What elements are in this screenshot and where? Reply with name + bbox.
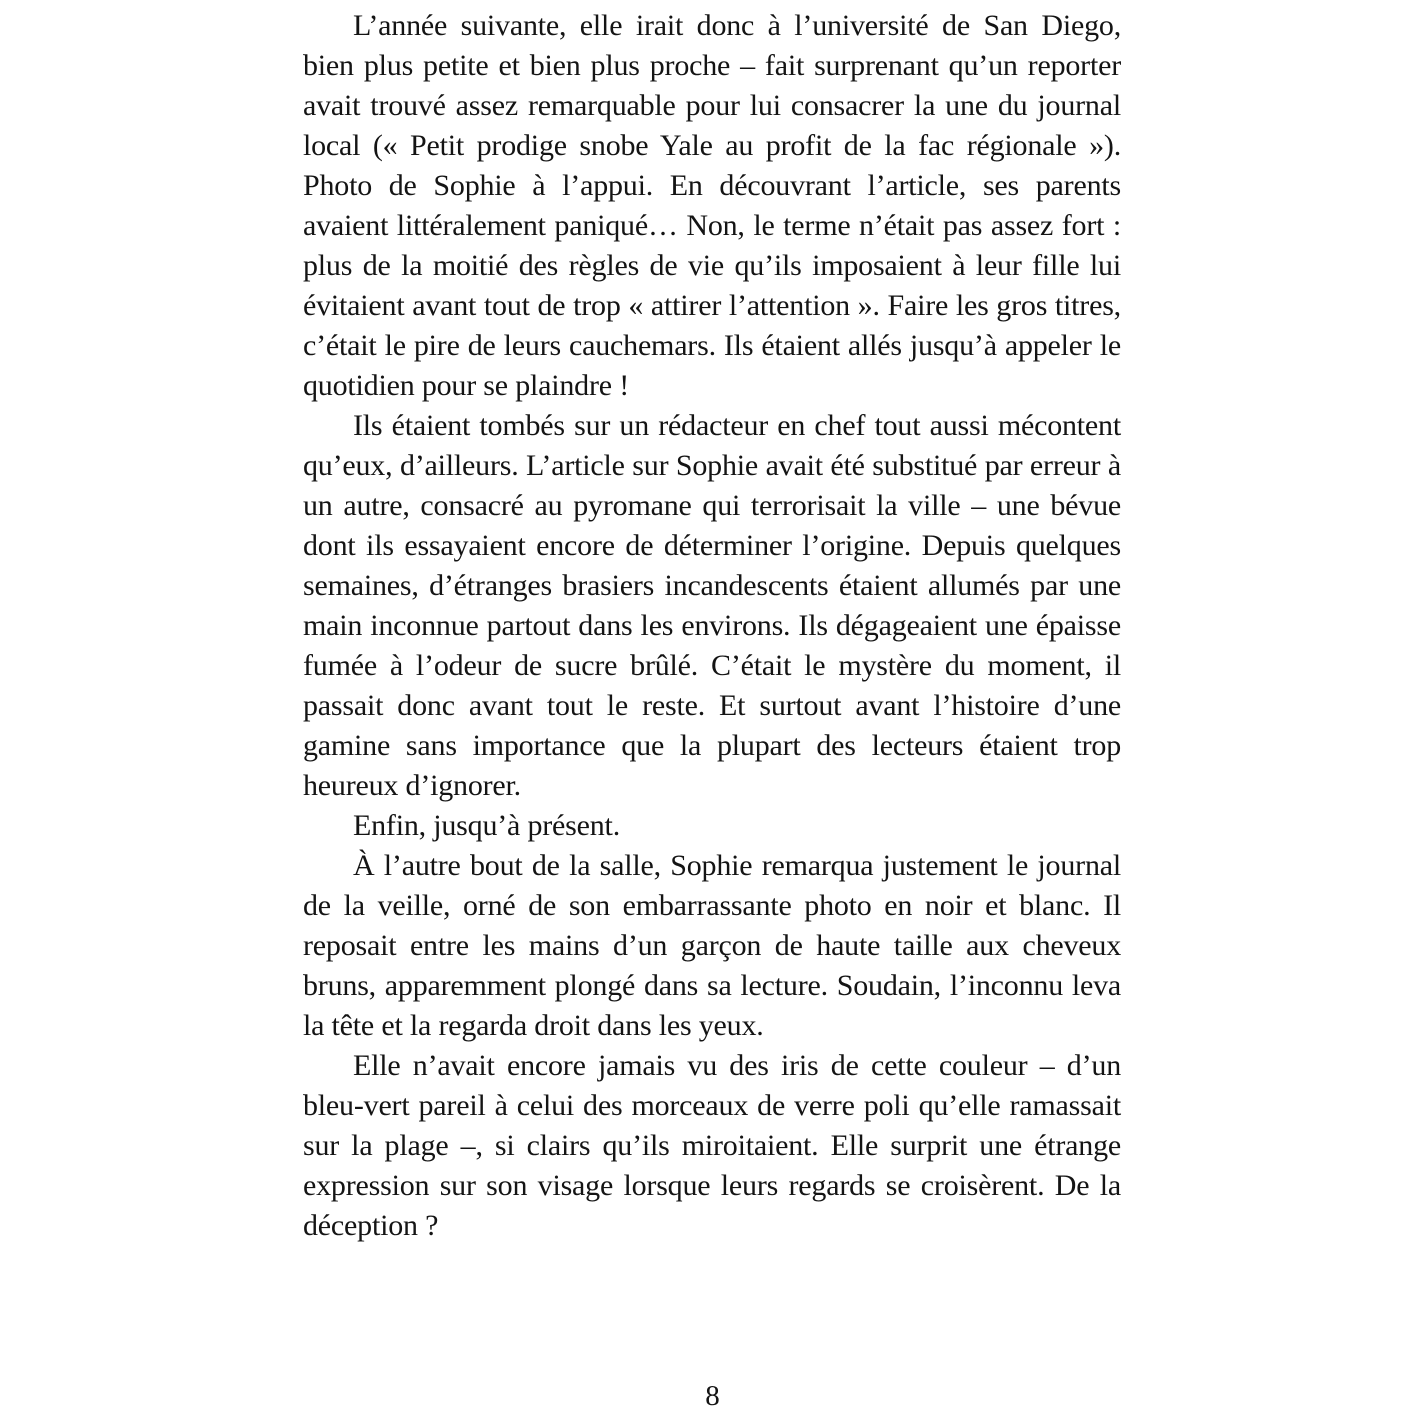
paragraph-3: Enfin, jusqu’à présent. bbox=[353, 809, 620, 842]
paragraph-1: L’année suivante, elle irait donc à l’université de San Diego, bien plus petite et bien plus proche – fait surprenant qu’un reporter avait trouvé assez remarquable pour lui consacrer la une du journal local (« Petit prodige snobe Yale au profit de la fac régionale »). Photo de Sophie à l’appui. En découvrant l’article, ses parents avaient littéralement paniqué… Non, le terme n’était pas assez fort : plus de la moitié des règles de vie qu’ils imposaient à leur fille lui évitaient avant tout de trop « attirer l’attention ». Faire les gros titres, c’était le pire de leurs cauchemars. Ils étaient allés jusqu’à appeler le quotidien pour se plaindre ! bbox=[303, 9, 1121, 402]
paragraph-4: À l’autre bout de la salle, Sophie remarqua justement le journal de la veille, orné de son embarrassante photo en noir et blanc. Il reposait entre les mains d’un garçon de haute taille aux cheveux bruns, apparemment plongé dans sa lecture. Soudain, l’inconnu leva la tête et la regarda droit dans les yeux. bbox=[303, 849, 1121, 1042]
text-column bbox=[303, 6, 1121, 1246]
page-number: 8 bbox=[705, 1380, 720, 1412]
paragraph-2: Ils étaient tombés sur un rédacteur en chef tout aussi mécontent qu’eux, d’ailleurs. L’article sur Sophie avait été substitué par erreur à un autre, consacré au pyromane qui terrorisait la ville – une bévue dont ils essayaient encore de déterminer l’origine. Depuis quelques semaines, d’étranges brasiers incandescents étaient allumés par une main inconnue partout dans les environs. Ils dégageaient une épaisse fumée à l’odeur de sucre brûlé. C’était le mystère du moment, il passait donc avant tout le reste. Et surtout avant l’histoire d’une gamine sans importance que la plupart des lecteurs étaient trop heureux d’ignorer. bbox=[303, 409, 1121, 802]
paragraph-5: Elle n’avait encore jamais vu des iris de cette couleur – d’un bleu-vert pareil à celui des morceaux de verre poli qu’elle ramassait sur la plage –, si clairs qu’ils miroitaient. Elle surprit une étrange expression sur son visage lorsque leurs regards se croisèrent. De la déception ? bbox=[303, 1049, 1121, 1242]
